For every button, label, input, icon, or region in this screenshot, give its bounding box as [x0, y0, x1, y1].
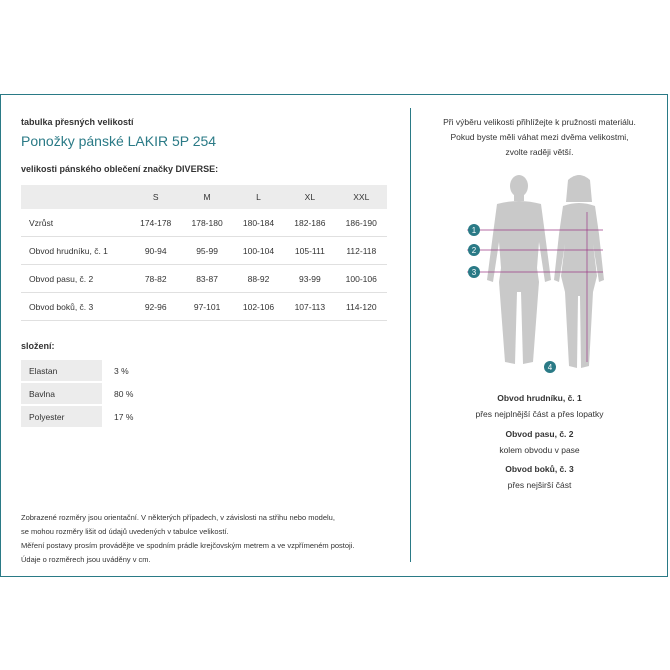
table-row — [21, 360, 134, 381]
body-figures — [467, 172, 617, 382]
legend-desc: přes nejširší část — [507, 480, 572, 490]
marker-1 — [468, 224, 480, 236]
svg-text:4: 4 — [547, 363, 553, 372]
table-cell: 102-106 — [233, 293, 284, 321]
table-cell: 182-186 — [284, 209, 335, 237]
row-label: Vzrůst — [21, 209, 130, 237]
row-label: Obvod hrudníku, č. 1 — [21, 237, 130, 265]
table-cell: 95-99 — [181, 237, 232, 265]
table-row — [21, 265, 387, 293]
material-percent: 17 % — [114, 411, 134, 422]
table-cell: 186-190 — [336, 209, 387, 237]
table-cell: 112-118 — [336, 237, 387, 265]
note-line: Údaje o rozměrech jsou uváděny v cm. — [21, 555, 151, 564]
material-name: Polyester — [21, 406, 102, 427]
table-cell: 180-184 — [233, 209, 284, 237]
size-header-s: S — [130, 185, 181, 209]
size-header-xl: XL — [284, 185, 335, 209]
female-figure — [554, 175, 604, 368]
table-cell: 78-82 — [130, 265, 181, 293]
size-header-l: L — [233, 185, 284, 209]
svg-text:3: 3 — [471, 268, 477, 277]
table-cell: 178-180 — [181, 209, 232, 237]
table-cell: 88-92 — [233, 265, 284, 293]
page-title: Ponožky pánské LAKIR 5P 254 — [21, 133, 217, 149]
table-row — [21, 293, 387, 321]
size-table-header — [21, 185, 387, 209]
table-cell: 90-94 — [130, 237, 181, 265]
table-cell: 114-120 — [336, 293, 387, 321]
note-line: se mohou rozměry lišit od údajů uvedených v tabulce velikostí. — [21, 527, 229, 536]
svg-text:2: 2 — [471, 246, 477, 255]
composition-table — [21, 358, 134, 429]
male-figure — [487, 175, 551, 364]
table-cell: 93-99 — [284, 265, 335, 293]
table-row — [21, 406, 134, 427]
size-header-empty — [21, 185, 130, 209]
size-header-m: M — [181, 185, 232, 209]
size-hint — [411, 115, 668, 160]
table-cell: 100-106 — [336, 265, 387, 293]
notes — [21, 511, 354, 567]
table-row — [21, 383, 134, 404]
composition-title: složení: — [21, 341, 55, 351]
table-cell: 107-113 — [284, 293, 335, 321]
hint-line: zvolte raději větší. — [505, 147, 574, 157]
material-name: Elastan — [21, 360, 102, 381]
column-divider — [410, 108, 411, 562]
legend-title: Obvod boků, č. 3 — [505, 464, 574, 474]
table-cell: 100-104 — [233, 237, 284, 265]
marker-3 — [468, 266, 480, 278]
material-percent: 3 % — [114, 365, 129, 376]
svg-text:1: 1 — [471, 226, 477, 235]
size-table — [21, 185, 387, 321]
size-header-xxl: XXL — [336, 185, 387, 209]
table-cell: 174-178 — [130, 209, 181, 237]
table-cell: 92-96 — [130, 293, 181, 321]
material-percent: 80 % — [114, 388, 134, 399]
table-cell: 97-101 — [181, 293, 232, 321]
note-line: Měření postavy prosím provádějte ve spodním prádle krejčovským metrem a ve vzpřímeném postoji. — [21, 541, 355, 550]
row-label: Obvod pasu, č. 2 — [21, 265, 130, 293]
hint-line: Pokud byste měli váhat mezi dvěma velikostmi, — [450, 132, 629, 142]
subtitle: velikosti pánského oblečení značky DIVERSE: — [21, 164, 219, 174]
note-line: Zobrazené rozměry jsou orientační. V některých případech, v závislosti na střihu nebo modelu, — [21, 513, 335, 522]
marker-4 — [544, 361, 556, 373]
table-row — [21, 209, 387, 237]
material-name: Bavlna — [21, 383, 102, 404]
legend-title: Obvod hrudníku, č. 1 — [497, 393, 582, 403]
hint-line: Při výběru velikosti přihlížejte k pružnosti materiálu. — [443, 117, 636, 127]
small-title: tabulka přesných velikostí — [21, 117, 134, 127]
legend-title: Obvod pasu, č. 2 — [505, 429, 574, 439]
table-row — [21, 237, 387, 265]
row-label: Obvod boků, č. 3 — [21, 293, 130, 321]
marker-2 — [468, 244, 480, 256]
table-cell: 83-87 — [181, 265, 232, 293]
legend-desc: přes nejplnější část a přes lopatky — [475, 409, 604, 419]
legend-desc: kolem obvodu v pase — [499, 445, 580, 455]
table-cell: 105-111 — [284, 237, 335, 265]
